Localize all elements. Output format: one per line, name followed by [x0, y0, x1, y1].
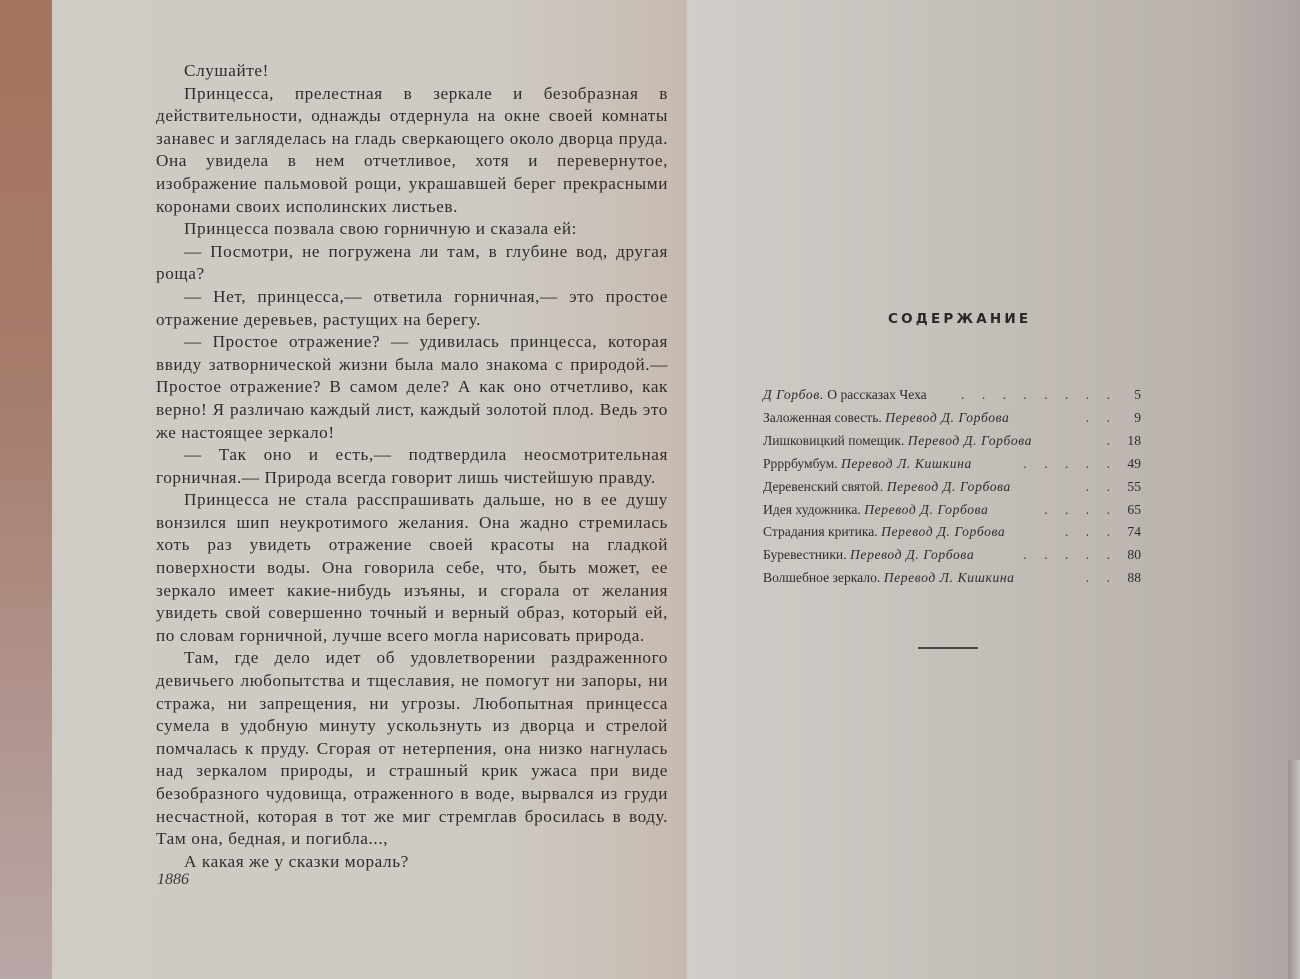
- toc-title: О рассказах Чеха: [827, 387, 927, 402]
- toc-title: Волшебное зеркало.: [763, 570, 881, 586]
- paragraph: Принцесса не стала расспрашивать дальше, но в ее душу вонзился шип неукротимого желания. Она жадно стремилась хоть раз увидеть отражение своей красоты на гладкой поверхности воды. Она говорила себе, что, быть может, ее зеркало имеет какие-нибудь изъяны, и сгорала от желания увидеть свой совершенно точный и верный образ, который ей, по словам горничной, лучше всего могла нарисовать природа.: [156, 490, 668, 645]
- toc-page-number: 55: [1127, 478, 1141, 494]
- toc-page-number: 80: [1127, 547, 1141, 563]
- dot-leader: . . . .: [1044, 501, 1117, 517]
- toc-translator: Перевод Д. Горбова: [864, 501, 989, 517]
- dot-leader: . . . . . . . .: [961, 387, 1117, 402]
- toc-entry: [763, 476, 1141, 499]
- toc-title: Буревестники.: [763, 547, 847, 563]
- toc-page-number: 65: [1127, 501, 1141, 517]
- dot-leader: .: [1106, 432, 1117, 448]
- toc-page-number: 74: [1127, 524, 1141, 540]
- paragraph: — Нет, принцесса,— ответила горничная,— это простое отражение деревьев, растущих на берегу.: [156, 286, 668, 329]
- toc-entry: [763, 499, 1141, 522]
- dot-leader: . . . . .: [1023, 455, 1117, 471]
- toc-entry: [763, 407, 1141, 430]
- toc-page-number: 49: [1127, 455, 1141, 471]
- dot-leader: . .: [1085, 409, 1117, 425]
- toc-translator: Перевод Д. Горбова: [907, 432, 1033, 448]
- story-text: [156, 60, 668, 873]
- toc-author: Д Горбов.: [763, 387, 824, 402]
- toc-page-number: 88: [1127, 570, 1141, 586]
- paragraph: — Простое отражение? — удивилась принцесса, которая ввиду затворнической жизни была мало знакома с природой.— Простое отражение? В самом деле? А как оно отчетливо, как верно! Я различаю каждый лист, каждый золотой плод. Ведь это же настоящее зеркало!: [156, 332, 668, 442]
- toc-title: Ррррбумбум.: [763, 455, 838, 471]
- toc-entry: [763, 430, 1141, 453]
- table-surface: [0, 0, 52, 979]
- toc-translator: Перевод Л. Кишкина: [841, 455, 972, 471]
- toc-translator: Перевод Л. Кишкина: [883, 570, 1015, 586]
- paragraph: Слушайте!: [184, 61, 269, 80]
- toc-title: Деревенский святой.: [763, 478, 884, 494]
- table-of-contents: [763, 384, 1141, 590]
- toc-title: Заложенная совесть.: [763, 409, 882, 425]
- paragraph: А какая же у сказки мораль?: [184, 851, 409, 871]
- dot-leader: . .: [1085, 478, 1117, 494]
- dot-leader: . . .: [1065, 524, 1117, 540]
- toc-title: Лишковицкий помещик.: [763, 432, 905, 448]
- paragraph: — Так оно и есть,— подтвердила неосмотрительная горничная.— Природа всегда говорит лишь чистейшую правду.: [156, 445, 668, 487]
- toc-entry: [763, 521, 1141, 544]
- toc-heading: СОДЕРЖАНИЕ: [888, 311, 1032, 327]
- toc-translator: Перевод Д. Горбова: [881, 524, 1006, 540]
- toc-entry: [763, 384, 1141, 407]
- toc-translator: Перевод Д. Горбова: [885, 409, 1010, 425]
- paragraph: Принцесса, прелестная в зеркале и безобразная в действительности, однажды отдернула на окне своей комнаты занавес и загляделась на гладь сверкающего около дворца пруда. Она увидела в нем отчетливое, хотя и перевернутое, изображение пальмовой рощи, украшавшей берег прекрасными коронами своих исполинских листьев.: [156, 83, 668, 216]
- toc-page-number: 9: [1134, 409, 1141, 425]
- toc-title: Идея художника.: [763, 501, 861, 517]
- paragraph: — Посмотри, не погружена ли там, в глубине вод, другая роща?: [156, 241, 668, 284]
- toc-title: Страдания критика.: [763, 524, 878, 540]
- end-divider-rule: [918, 647, 978, 649]
- toc-entry: [763, 567, 1141, 590]
- toc-page-number: 18: [1127, 432, 1141, 448]
- toc-entry: [763, 453, 1141, 476]
- toc-translator: Перевод Д. Горбова: [850, 547, 975, 563]
- toc-page-number: 5: [1134, 387, 1141, 402]
- dot-leader: . . . . .: [1023, 547, 1117, 563]
- paragraph: Принцесса позвала свою горничную и сказала ей:: [184, 219, 578, 239]
- toc-translator: Перевод Д. Горбова: [886, 478, 1011, 494]
- page-edge-shadow: [1288, 760, 1300, 979]
- story-year: 1886: [157, 871, 189, 888]
- dot-leader: . .: [1085, 570, 1117, 586]
- toc-entry: [763, 544, 1141, 567]
- paragraph: Там, где дело идет об удовлетворении раздраженного девичьего любопытства и тщеславия, не помогут ни запоры, ни стража, ни запрещения, ни угрозы. Любопытная принцесса сумела в удобную минуту ускользнуть из дворца и стрелой помчалась к пруду. Сгорая от нетерпения, она низко нагнулась над зеркалом природы, и страшный крик ужаса при виде безобразного чудовища, отраженного в воде, вырвался из груди несчастной, которая в тот же миг стремглав бросилась в воду. Там она, бедная, и погибла...,: [156, 648, 668, 849]
